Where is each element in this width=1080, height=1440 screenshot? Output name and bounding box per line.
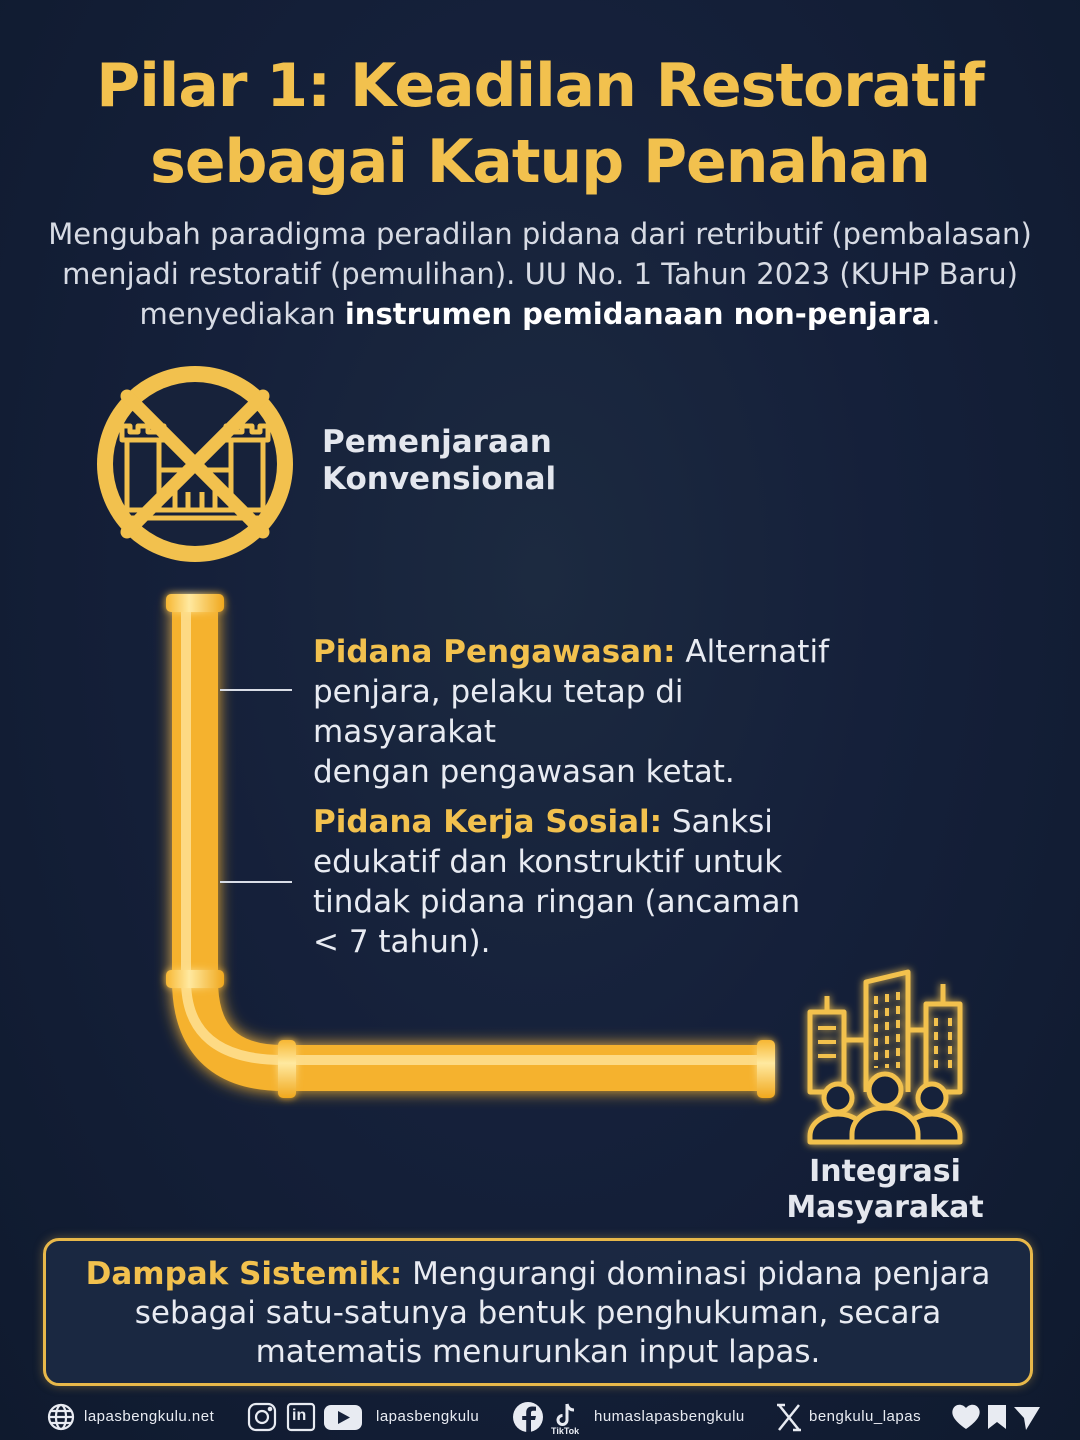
impact-line-2: sebagai satu-satunya bentuk penghukuman, secara [134,1295,942,1331]
title-line-1: Pilar 1: Keadilan Restoratif [96,51,984,121]
no-prison-icon [97,366,293,562]
step-1-term: Pidana Pengawasan: [313,634,676,670]
step-2-line-1 [313,802,873,842]
step-2-term: Pidana Kerja Sosial: [313,804,663,840]
footer-social-handle-1[interactable]: lapasbengkulu [376,1408,480,1425]
step-2-text-1: Sanksi [662,804,773,840]
step-2-line-3: tindak pidana ringan (ancaman [313,884,801,920]
step-1-line-2: penjara, pelaku tetap di masyarakat [313,674,684,750]
impact-line-3: matematis menurunkan input lapas. [255,1334,821,1370]
step-2-line-2: edukatif dan konstruktif untuk [313,844,783,880]
tiktok-label: TikTok [551,1426,580,1436]
footer-social-handle-3[interactable]: bengkulu_lapas [809,1408,922,1425]
footer [0,1396,1080,1440]
end-label-line-2: Masyarakat [786,1190,984,1225]
intro-line-2: menjadi restoratif (pemulihan). UU No. 1 Tahun 2023 (KUHP Baru) [62,257,1018,291]
impact-box [43,1238,1033,1386]
title-line-2: sebagai Katup Penahan [150,127,930,197]
step-1-text-1: Alternatif [675,634,829,670]
impact-text-1: Mengurangi dominasi pidana penjara [402,1256,991,1292]
start-label-line-2: Konvensional [322,461,557,497]
impact-term: Dampak Sistemik: [85,1256,403,1292]
end-label-line-1: Integrasi [809,1154,961,1189]
intro-highlight: instrumen pemidanaan non-penjara [344,297,932,331]
step-2-line-4: < 7 tahun). [313,924,491,960]
step-1-line-1 [313,632,873,672]
start-label-line-1: Pemenjaraan [322,424,552,460]
step-pidana-kerja-sosial [313,802,873,962]
intro-line-3-suffix: . [931,297,941,331]
intro-line-1: Mengubah paradigma peradilan pidana dari retributif (pembalasan) [48,217,1032,251]
community-city-icon [810,972,960,1142]
linkedin-glyph: in [292,1407,307,1424]
step-pidana-pengawasan [313,632,873,792]
footer-social-handle-2[interactable]: humaslapasbengkulu [594,1408,745,1425]
footer-website-link[interactable]: lapasbengkulu.net [84,1408,215,1425]
step-1-line-3: dengan pengawasan ketat. [313,754,735,790]
intro-line-3-prefix: menyediakan [139,297,345,331]
end-label [770,1154,1000,1226]
impact-line-1 [76,1255,1000,1294]
start-label [322,424,642,498]
